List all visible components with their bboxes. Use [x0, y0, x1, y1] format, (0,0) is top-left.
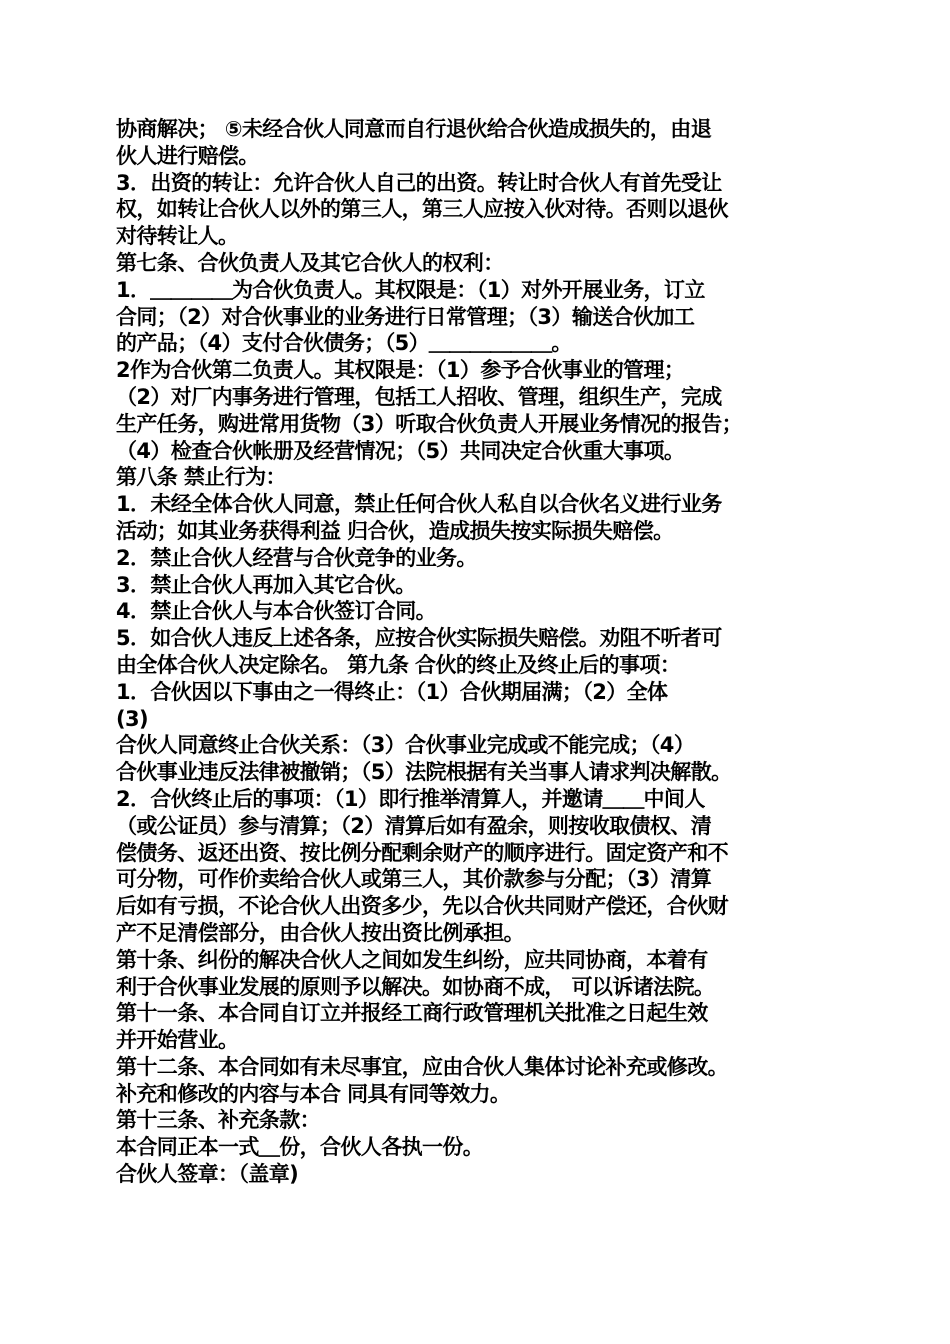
text-line: (3)	[116, 706, 149, 731]
text-line: 并开始营业。	[116, 1028, 239, 1053]
text-line: 3．禁止合伙人再加入其它合伙。	[116, 572, 416, 597]
text-line: （2）对厂内事务进行管理，包括工人招收、管理，组织生产，完成	[116, 384, 722, 409]
text-line: 2．禁止合伙人经营与合伙竞争的业务。	[116, 545, 477, 570]
text-line: 4．禁止合伙人与本合伙签订合同。	[116, 599, 437, 624]
text-line: 合伙人同意终止合伙关系：（3）合伙事业完成或不能完成；（4）	[116, 733, 695, 758]
text-line: 补充和修改的内容与本合 同具有同等效力。	[116, 1081, 511, 1106]
text-line: 可分物，可作价卖给合伙人或第三人，其价款参与分配；（3）清算	[116, 867, 712, 892]
section-heading-13: 第十三条、补充条款：	[116, 1108, 320, 1133]
text-line: 利于合伙事业发展的原则予以解决。如协商不成， 可以诉诸法院。	[116, 974, 715, 999]
text-line: 1．合伙因以下事由之一得终止：（1）合伙期届满；（2）全体	[116, 679, 668, 704]
text-line: 后如有亏损，不论合伙人出资多少，先以合伙共同财产偿还，合伙财	[116, 894, 728, 919]
signature-line: 合伙人签章：（盖章)	[116, 1162, 299, 1187]
text-line: 1．未经全体合伙人同意，禁止任何合伙人私自以合伙名义进行业务	[116, 492, 722, 517]
text-line: 生产任务，购进常用货物（3）听取合伙负责人开展业务情况的报告；	[116, 411, 743, 436]
text-line: （或公证员）参与清算；（2）清算后如有盈余，则按收取债权、清	[116, 813, 712, 838]
text-line: 协商解决； ⑤未经合伙人同意而自行退伙给合伙造成损失的，由退	[116, 117, 712, 141]
text-line: 1．＿＿＿＿为合伙负责人。其权限是：（1）对外开展业务，订立	[116, 277, 705, 302]
text-line: 偿债务、返还出资、按比例分配剩余财产的顺序进行。固定资产和不	[116, 840, 728, 865]
text-line: 2作为合伙第二负责人。其权限是：（1）参予合伙事业的管理；	[116, 358, 685, 383]
text-line: 伙人进行赔偿。	[116, 143, 259, 168]
text-line: 2．合伙终止后的事项：（1）即行推举清算人，并邀请＿＿中间人	[116, 786, 705, 811]
text-line: 本合同正本一式＿份，合伙人各执一份。	[116, 1135, 484, 1160]
text-line: 活动；如其业务获得利益 归合伙，造成损失按实际损失赔偿。	[116, 518, 674, 543]
text-line: （4）检查合伙帐册及经营情况；（5）共同决定合伙重大事项。	[116, 438, 685, 463]
section-heading-8: 第八条 禁止行为：	[116, 465, 286, 490]
text-line: 合伙事业违反法律被撤销；（5）法院根据有关当事人请求判决解散。	[116, 760, 732, 785]
text-line: 5．如合伙人违反上述各条，应按合伙实际损失赔偿。劝阻不听者可	[116, 626, 722, 651]
section-heading-7: 第七条、合伙负责人及其它合伙人的权利：	[116, 250, 504, 275]
text-line: 的产品；（4）支付合伙债务；（5）＿＿＿＿＿＿。	[116, 331, 572, 356]
section-heading-10: 第十条、纠份的解决合伙人之间如发生纠纷，应共同协商，本着有	[116, 947, 708, 972]
contract-page	[116, 116, 840, 1188]
text-line: 对待转让人。	[116, 224, 239, 249]
text-line: 产不足清偿部分，由合伙人按出资比例承担。	[116, 920, 524, 945]
section-heading-12: 第十二条、本合同如有未尽事宜，应由合伙人集体讨论补充或修改。	[116, 1054, 728, 1079]
section-heading-11: 第十一条、本合同自订立并报经工商行政管理机关批准之日起生效	[116, 1001, 708, 1026]
text-line: 由全体合伙人决定除名。 第九条 合伙的终止及终止后的事项：	[116, 652, 681, 677]
text-line: 权，如转让合伙人以外的第三人，第三人应按入伙对待。否则以退伙	[116, 197, 728, 222]
text-line: 合同；（2）对合伙事业的业务进行日常管理；（3）输送合伙加工	[116, 304, 695, 329]
text-line: 3．出资的转让：允许合伙人自己的出资。转让时合伙人有首先受让	[116, 170, 722, 195]
